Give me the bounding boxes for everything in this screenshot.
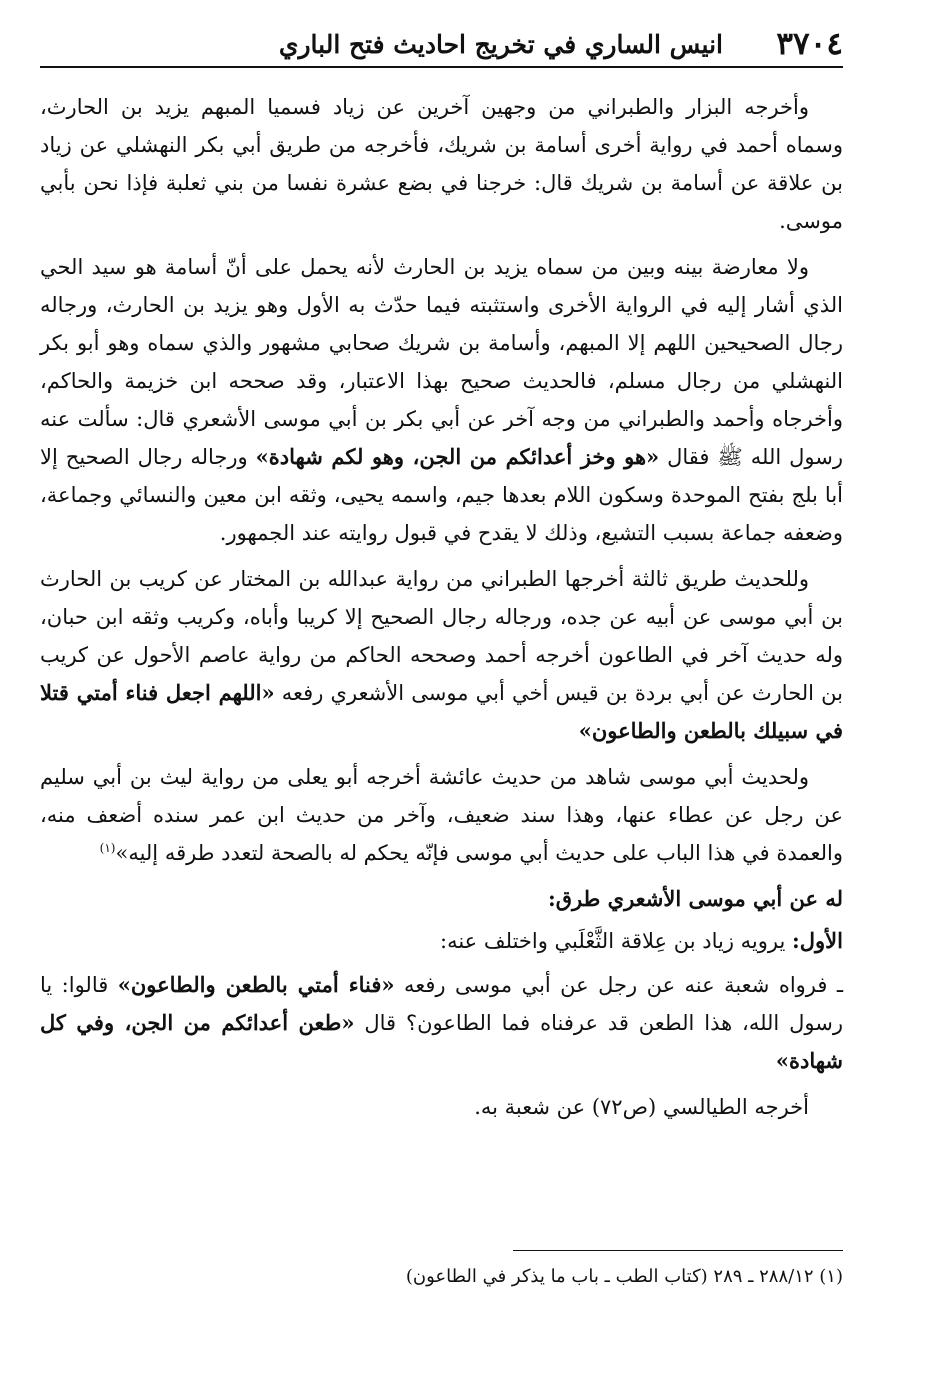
footnote-marker: (١) xyxy=(99,841,116,855)
paragraph-4 xyxy=(40,758,843,872)
paragraph-1 xyxy=(40,88,843,240)
footnote-divider xyxy=(513,1250,843,1251)
source-line: أخرجه الطيالسي (ص٧٢) عن شعبة به. xyxy=(474,1095,809,1119)
page-number: ٣٧٠٤ xyxy=(776,26,843,62)
route-text: يرويه زياد بن عِلاقة الثَّعْلَبي واختلف عنه: xyxy=(440,929,793,953)
hadith-quote: «فناء أمتي بالطعن والطاعون» xyxy=(117,972,395,997)
route-label: الأول: xyxy=(792,928,843,953)
hadith-quote: «هو وخز أعدائكم من الجن، وهو لكم شهادة» xyxy=(255,444,660,469)
paragraph-3 xyxy=(40,560,843,750)
running-title: انيس الساري في تخريج احاديث فتح الباري xyxy=(278,30,723,59)
footnote: (١) ٢٨٨/١٢ ـ ٢٨٩ (كتاب الطب ـ باب ما يذكر في الطاعون) xyxy=(405,1266,843,1287)
header-divider xyxy=(40,66,843,68)
section-heading: له عن أبي موسى الأشعري طرق: xyxy=(547,886,843,911)
route-item xyxy=(40,966,843,1080)
paragraph-text: ورجاله رجال الصحيح إلا أبا بلج بفتح الموحدة وسكون اللام بعدها جيم، واسمه يحيى، وثقه ابن معين والنسائي وجماعة، وضعفه جماعة بسبب التشيع، وذلك لا يقدح في قبول روايته عند الجمهور. xyxy=(40,445,843,545)
paragraph-text: وأخرجه البزار والطبراني من وجهين آخرين عن زياد فسميا المبهم يزيد بن الحارث، وسماه أحمد في رواية أخرى أسامة بن شريك، فأخرجه من طريق أبي بكر النهشلي عن زياد بن علاقة عن أسامة بن شريك قال: خرجنا في بضع عشرة نفسا من بني ثعلبة فإذا نحن بأبي موسى. xyxy=(40,95,843,233)
item-text: قالوا: يا رسول الله، هذا الطعن قد عرفناه فما الطاعون؟ قال xyxy=(40,973,843,1035)
main-text xyxy=(40,88,843,1134)
hadith-quote: «اللهم اجعل فناء أمتي قتلا في سبيلك بالطعن والطاعون» xyxy=(40,680,843,743)
paragraph-text: وللحديث طريق ثالثة أخرجها الطبراني من رواية عبدالله بن المختار عن كريب بن الحارث بن أبي موسى عن أبيه عن جده، ورجاله رجال الصحيح إلا كريبا وأباه، وكريب وثقه ابن حبان، وله حديث آخر في الطاعون أخرجه أحمد وصححه الحاكم من رواية عاصم الأحول عن كريب بن الحارث عن أبي بردة بن قيس أخي أبي موسى الأشعري رفعه xyxy=(40,567,843,705)
item-text: ـ فرواه شعبة عنه عن رجل عن أبي موسى رفعه xyxy=(394,973,844,997)
paragraph-2 xyxy=(40,248,843,552)
page-header xyxy=(40,24,843,64)
paragraph-text: ولحديث أبي موسى شاهد من حديث عائشة أخرجه أبو يعلى من رواية ليث بن أبي سليم عن رجل عن عطاء عنها، وهذا سند ضعيف، وآخر من حديث ابن عمر سنده أضعف منه، والعمدة في هذا الباب على حديث أبي موسى فإنّه يحكم له بالصحة لتعدد طرقه إليه» xyxy=(40,765,843,865)
paragraph-text: ولا معارضة بينه وبين من سماه يزيد بن الحارث لأنه يحمل على أنّ أسامة هو سيد الحي الذي أشار إليه في الرواية الأخرى واستثبته فيما حدّث به الأول وهو يزيد بن الحارث، ورجاله رجال الصحيحين اللهم إلا المبهم، وأسامة بن شريك صحابي مشهور والذي سماه وهو أبو بكر النهشلي من رجال مسلم، فالحديث صحيح بهذا الاعتبار، وقد صححه ابن خزيمة والحاكم، وأخرجاه وأحمد والطبراني من وجه آخر عن أبي بكر بن أبي موسى الأشعري قال: سألت عنه رسول الله ﷺ فقال xyxy=(40,255,843,469)
hadith-quote: «طعن أعدائكم من الجن، وفي كل شهادة» xyxy=(40,1010,843,1073)
first-route xyxy=(40,922,843,960)
